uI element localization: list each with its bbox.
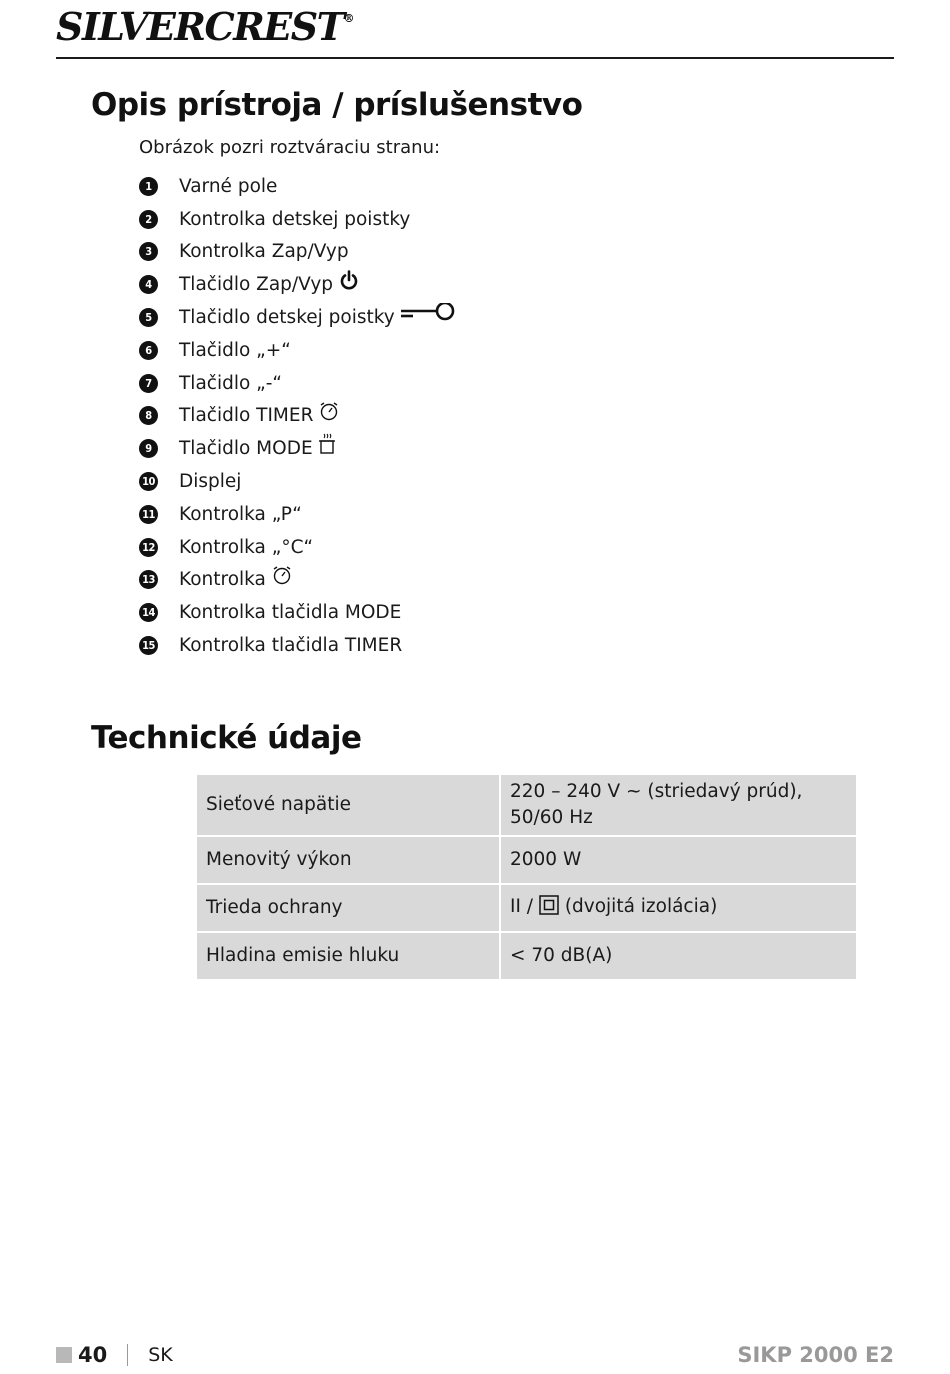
table-cell-key: Sieťové napätie: [196, 774, 500, 836]
list-item: [139, 301, 457, 334]
item-number: 13: [139, 570, 158, 589]
item-label: Tlačidlo „+“: [179, 339, 291, 361]
parts-list: [139, 170, 457, 662]
list-item: [139, 596, 457, 629]
model-number: SIKP 2000 E2: [737, 1343, 894, 1367]
item-number: 6: [139, 341, 158, 360]
list-item: [139, 170, 457, 203]
list-item: [139, 203, 457, 236]
technical-data-table: [195, 773, 858, 981]
value-suffix: (dvojitá izolácia): [564, 895, 718, 917]
table-cell-key: Hladina emisie hluku: [196, 932, 500, 980]
item-label: Tlačidlo Zap/Vyp: [179, 274, 334, 296]
list-item: [139, 334, 457, 367]
item-number: 3: [139, 242, 158, 261]
item-label: Kontrolka Zap/Vyp: [179, 241, 349, 263]
item-number: 1: [139, 177, 158, 196]
table-cell-value: < 70 dB(A): [500, 932, 857, 980]
list-item: [139, 498, 457, 531]
key-icon: [401, 303, 457, 328]
item-number: 5: [139, 308, 158, 327]
list-item: [139, 367, 457, 400]
double-insulation-icon: [539, 895, 559, 923]
table-cell-value: 2000 W: [500, 836, 857, 884]
item-label: Varné pole: [179, 175, 278, 197]
list-item: [139, 236, 457, 269]
item-number: 12: [139, 538, 158, 557]
item-label: Kontrolka: [179, 569, 266, 591]
list-item: [139, 465, 457, 498]
power-icon: [339, 270, 359, 296]
item-label: Kontrolka detskej poistky: [179, 208, 411, 230]
table-cell-key: Trieda ochrany: [196, 884, 500, 932]
item-number: 7: [139, 374, 158, 393]
value-line: 220 – 240 V ~ (striedavý prúd),: [510, 781, 803, 802]
item-label: Tlačidlo TIMER: [179, 405, 314, 427]
intro-text: Obrázok pozri roztváraciu stranu:: [139, 137, 441, 158]
item-label: Kontrolka tlačidla TIMER: [179, 635, 403, 657]
item-number: 10: [139, 472, 158, 491]
table-row: [196, 884, 857, 932]
list-item: [139, 629, 457, 662]
item-number: 14: [139, 603, 158, 622]
list-item: [139, 432, 457, 465]
brand-logo: [56, 4, 354, 49]
list-item: [139, 531, 457, 564]
item-number: 4: [139, 275, 158, 294]
table-cell-key: Menovitý výkon: [196, 836, 500, 884]
table-row: [196, 774, 857, 836]
item-number: 8: [139, 406, 158, 425]
header-rule: [56, 57, 894, 59]
page-number: 40: [78, 1343, 108, 1367]
footer-left: [56, 1340, 173, 1370]
registered-mark: ®: [343, 12, 355, 25]
brand-name: SILVERCREST: [56, 4, 344, 49]
timer-icon: [272, 565, 292, 590]
value-line: 50/60 Hz: [510, 807, 593, 828]
section-title-description: Opis prístroja / príslušenstvo: [91, 87, 583, 123]
item-number: 9: [139, 439, 158, 458]
value-prefix: II /: [510, 895, 534, 917]
table-cell-value: [500, 884, 857, 932]
item-number: 11: [139, 505, 158, 524]
section-title-technical-data: Technické údaje: [91, 720, 362, 756]
list-item: [139, 400, 457, 433]
footer-divider: [127, 1344, 128, 1366]
list-item: [139, 564, 457, 597]
mode-icon: [319, 433, 335, 460]
table-row: [196, 836, 857, 884]
item-label: Kontrolka „°C“: [179, 536, 314, 558]
item-label: Kontrolka „P“: [179, 503, 302, 525]
language-code: SK: [148, 1344, 173, 1366]
item-label: Kontrolka tlačidla MODE: [179, 602, 402, 624]
item-label: Tlačidlo MODE: [179, 438, 313, 460]
table-row: [196, 932, 857, 980]
item-label: Tlačidlo „-“: [179, 372, 283, 394]
table-cell-value: [500, 774, 857, 836]
list-item: [139, 268, 457, 301]
timer-icon: [319, 401, 339, 426]
item-number: 2: [139, 210, 158, 229]
item-label: Displej: [179, 471, 242, 493]
item-number: 15: [139, 636, 158, 655]
page-marker-square: [56, 1347, 72, 1363]
item-label: Tlačidlo detskej poistky: [179, 307, 395, 329]
